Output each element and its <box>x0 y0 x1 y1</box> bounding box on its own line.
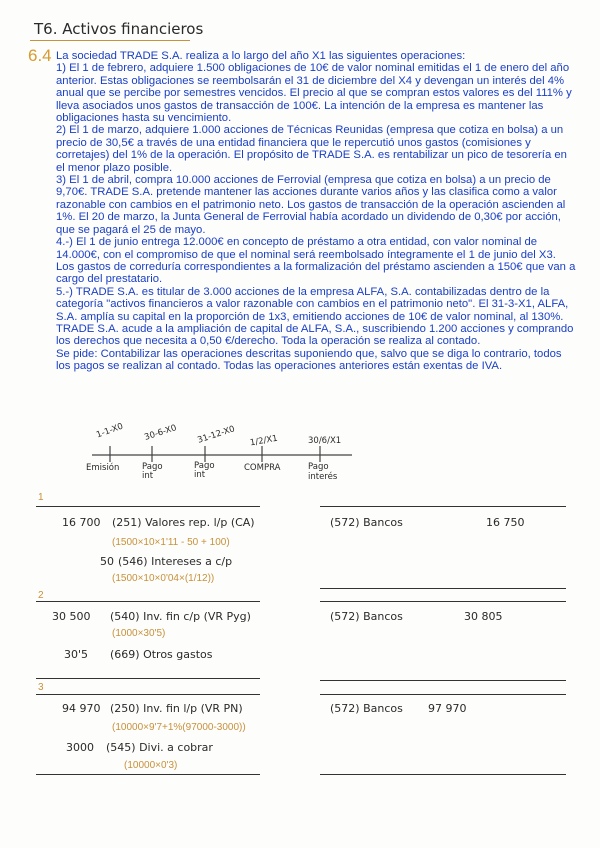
entry-separator <box>36 506 260 507</box>
calc-note: (1000×30'5) <box>112 628 166 639</box>
credit-amount: 16 750 <box>486 516 525 529</box>
timeline-date-4: 1/2/X1 <box>249 433 279 449</box>
credit-account: (572) Bancos <box>330 610 403 623</box>
statement-op4: 4.-) El 1 de junio entrega 12.000€ en concepto de préstamo a otra entidad, con valor nominal de 14.000€, con el compromiso de que el nominal será reembolsado íntegramente el 1 de junio del X3. Los gastos de correduría correspondientes a la formalización del préstamo ascienden a 150€ que van a cargo del prestatario. <box>56 236 576 286</box>
statement-ask: Se pide: Contabilizar las operaciones descritas suponiendo que, salvo que se diga lo contrario, todos los pagos se realizan al contado. Todas las operaciones anteriores están exentas de IVA. <box>56 347 562 373</box>
debit-amount: 30'5 <box>64 648 89 661</box>
entry-separator <box>320 506 566 507</box>
credit-amount: 30 805 <box>464 610 503 623</box>
entry-separator <box>36 774 260 775</box>
timeline-event-3: Pago int <box>194 461 215 480</box>
timeline-event-2: Pago int <box>142 462 163 481</box>
debit-account: (540) Inv. fin c/p (VR Pyg) <box>110 610 251 623</box>
debit-amount: 16 700 <box>62 516 101 529</box>
timeline-date-2: 30-6-X0 <box>143 423 178 443</box>
debit-account: (251) Valores rep. l/p (CA) <box>112 516 255 529</box>
entry-separator <box>36 678 260 679</box>
timeline-event-5: Pago interés <box>308 462 338 482</box>
entry-separator <box>320 774 566 775</box>
debit-amount: 94 970 <box>62 702 101 715</box>
timeline-event-4: COMPRA <box>244 463 281 473</box>
debit-amount: 3000 <box>66 741 94 754</box>
calc-note: (10000×0'3) <box>124 760 178 771</box>
entry-separator <box>320 601 566 602</box>
statement-op5: 5.-) TRADE S.A. es titular de 3.000 acciones de la empresa ALFA, S.A. contabilizadas dentro de la categoría "activos financieros a valor razonable con cambios en el patrimonio neto". El 31-3-X1, ALFA, S.A. amplía su capital en la proporción de 1x3, emitiendo acciones de 10€ de valor nominal, al 130%. TRADE S.A. acude a la ampliación de capital de ALFA, S.A., suscribiendo 1.200 acciones y comprando los derechos que necesita a 0,50 €/derecho. Toda la operación se realiza al contado. <box>56 285 574 348</box>
statement-intro: La sociedad TRADE S.A. realiza a lo largo del año X1 las siguientes operaciones: <box>56 50 466 62</box>
timeline-event-1: Emisión <box>86 463 120 473</box>
page-title: T6. Activos financieros <box>34 20 204 38</box>
timeline-date-3: 31-12-X0 <box>196 424 237 446</box>
debit-account: (546) Intereses a c/p <box>118 555 233 568</box>
entry-number: 3 <box>38 682 44 693</box>
calc-note: (10000×9'7+1%(97000-3000)) <box>112 722 246 733</box>
statement-op1: 1) El 1 de febrero, adquiere 1.500 obligaciones de 10€ de valor nominal emitidas el 1 de enero del año anterior. Estas obligaciones se reembolsarán el 31 de diciembre del X4 y devengan un interés del 4% anual que se percibe por semestres vencidos. El precio al que se compran estos valores es del 111% y lleva asociados unos gastos de transacción de 100€. La intención de la empresa es mantener las obligaciones hasta su vencimiento. <box>56 62 572 125</box>
debit-account: (250) Inv. fin l/p (VR PN) <box>110 702 243 715</box>
statement-op2: 2) El 1 de marzo, adquiere 1.000 acciones de Técnicas Reunidas (empresa que cotiza en bolsa) a un precio de 30,5€ a través de una entidad financiera que le repercutió unos gastos (comisiones y corretajes) del 1% de la operación. El propósito de TRADE S.A. es rentabilizar un pico de tesorería en el menor plazo posible. <box>56 124 567 174</box>
entry-separator <box>36 601 260 602</box>
exercise-number: 6.4 <box>28 46 52 65</box>
calc-note: (1500×10×0'04×(1/12)) <box>112 573 215 584</box>
entry-separator <box>36 694 260 695</box>
debit-account: (545) Divi. a cobrar <box>106 741 213 754</box>
credit-account: (572) Bancos <box>330 516 403 529</box>
credit-account: (572) Bancos <box>330 702 403 715</box>
debit-amount: 50 <box>100 555 114 568</box>
debit-amount: 30 500 <box>52 610 91 623</box>
entry-separator <box>320 680 566 681</box>
entry-separator <box>320 588 566 589</box>
credit-amount: 97 970 <box>428 702 467 715</box>
entry-number: 2 <box>38 590 44 601</box>
timeline-date-1: 1-1-X0 <box>95 421 125 441</box>
statement-op3: 3) El 1 de abril, compra 10.000 acciones de Ferrovial (empresa que cotiza en bolsa) a un precio de 9,70€. TRADE S.A. pretende mantener las acciones durante varios años y las clasifica como a valor razonable con cambios en el patrimonio neto. Los gastos de transacción de la operación ascienden al 1%. El 20 de marzo, la Junta General de Ferrovial había acordado un dividendo de 0,30€ por acción, que se pagará el 25 de mayo. <box>56 174 566 236</box>
calc-note: (1500×10×1'11 - 50 + 100) <box>112 537 230 548</box>
entry-number: 1 <box>38 492 44 503</box>
debit-account: (669) Otros gastos <box>110 648 213 661</box>
entry-separator <box>320 694 566 695</box>
timeline-date-5: 30/6/X1 <box>308 436 342 446</box>
